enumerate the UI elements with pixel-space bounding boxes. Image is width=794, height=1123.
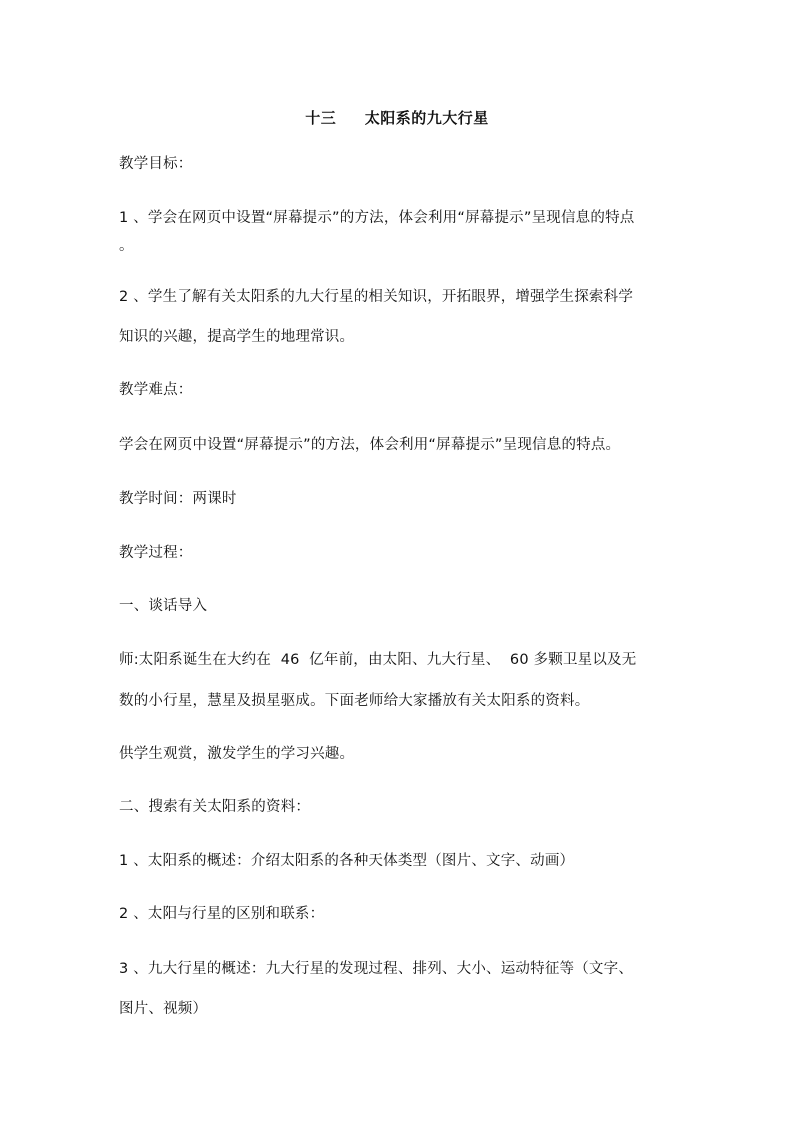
paragraph-line: 知识的兴趣，提高学生的地理常识。 xyxy=(119,329,355,345)
teacher-intro xyxy=(119,648,679,713)
paragraph-line: 一、谈话导入 xyxy=(119,598,208,614)
page-title: 十三 太阳系的九大行星 xyxy=(305,109,489,127)
paragraph-line: 教学目标： xyxy=(119,156,193,172)
paragraph-line: 教学时间：两课时 xyxy=(119,491,237,507)
paragraph-line: 师:太阳系诞生在大约在 46 亿年前，由太阳、九大行星、 60 多颗卫星以及无 xyxy=(119,652,637,668)
item-2 xyxy=(119,902,679,926)
paragraph-line: 供学生观赏，激发学生的学习兴趣。 xyxy=(119,746,355,762)
paragraph-line: 1 、太阳系的概述：介绍太阳系的各种天体类型（图片、文字、动画） xyxy=(119,853,575,869)
paragraph-line: 二、搜索有关太阳系的资料： xyxy=(119,799,311,815)
paragraph-line: 教学难点： xyxy=(119,382,193,398)
difficulty-text xyxy=(119,433,679,457)
process-heading xyxy=(119,541,679,565)
paragraph-line: 2 、学生了解有关太阳系的九大行星的相关知识，开拓眼界，增强学生探索科学 xyxy=(119,289,634,305)
objective-1 xyxy=(119,206,679,258)
paragraph-line: 学会在网页中设置“屏幕提示”的方法，体会利用“屏幕提示”呈现信息的特点。 xyxy=(119,437,621,453)
paragraph-line: 数的小行星，慧星及损星驱成。下面老师给大家播放有关太阳系的资料。 xyxy=(119,693,590,709)
item-1 xyxy=(119,849,679,873)
objectives-heading xyxy=(119,152,679,176)
section-1 xyxy=(119,594,679,618)
paragraph-line: 2 、太阳与行星的区别和联系： xyxy=(119,906,325,922)
paragraph-line: 3 、九大行星的概述：九大行星的发现过程、排列、大小、运动特征等（文字、 xyxy=(119,961,634,977)
paragraph-line: 图片、视频） xyxy=(119,1001,208,1017)
difficulty-heading xyxy=(119,378,679,402)
objective-2 xyxy=(119,285,679,349)
paragraph-line: 教学过程： xyxy=(119,545,193,561)
time xyxy=(119,487,679,511)
item-3 xyxy=(119,957,679,1021)
section-2 xyxy=(119,795,679,819)
paragraph-line: 。 xyxy=(119,238,134,254)
paragraph-line: 1 、学会在网页中设置“屏幕提示”的方法，体会利用“屏幕提示”呈现信息的特点 xyxy=(119,210,635,226)
students-watch xyxy=(119,742,679,766)
